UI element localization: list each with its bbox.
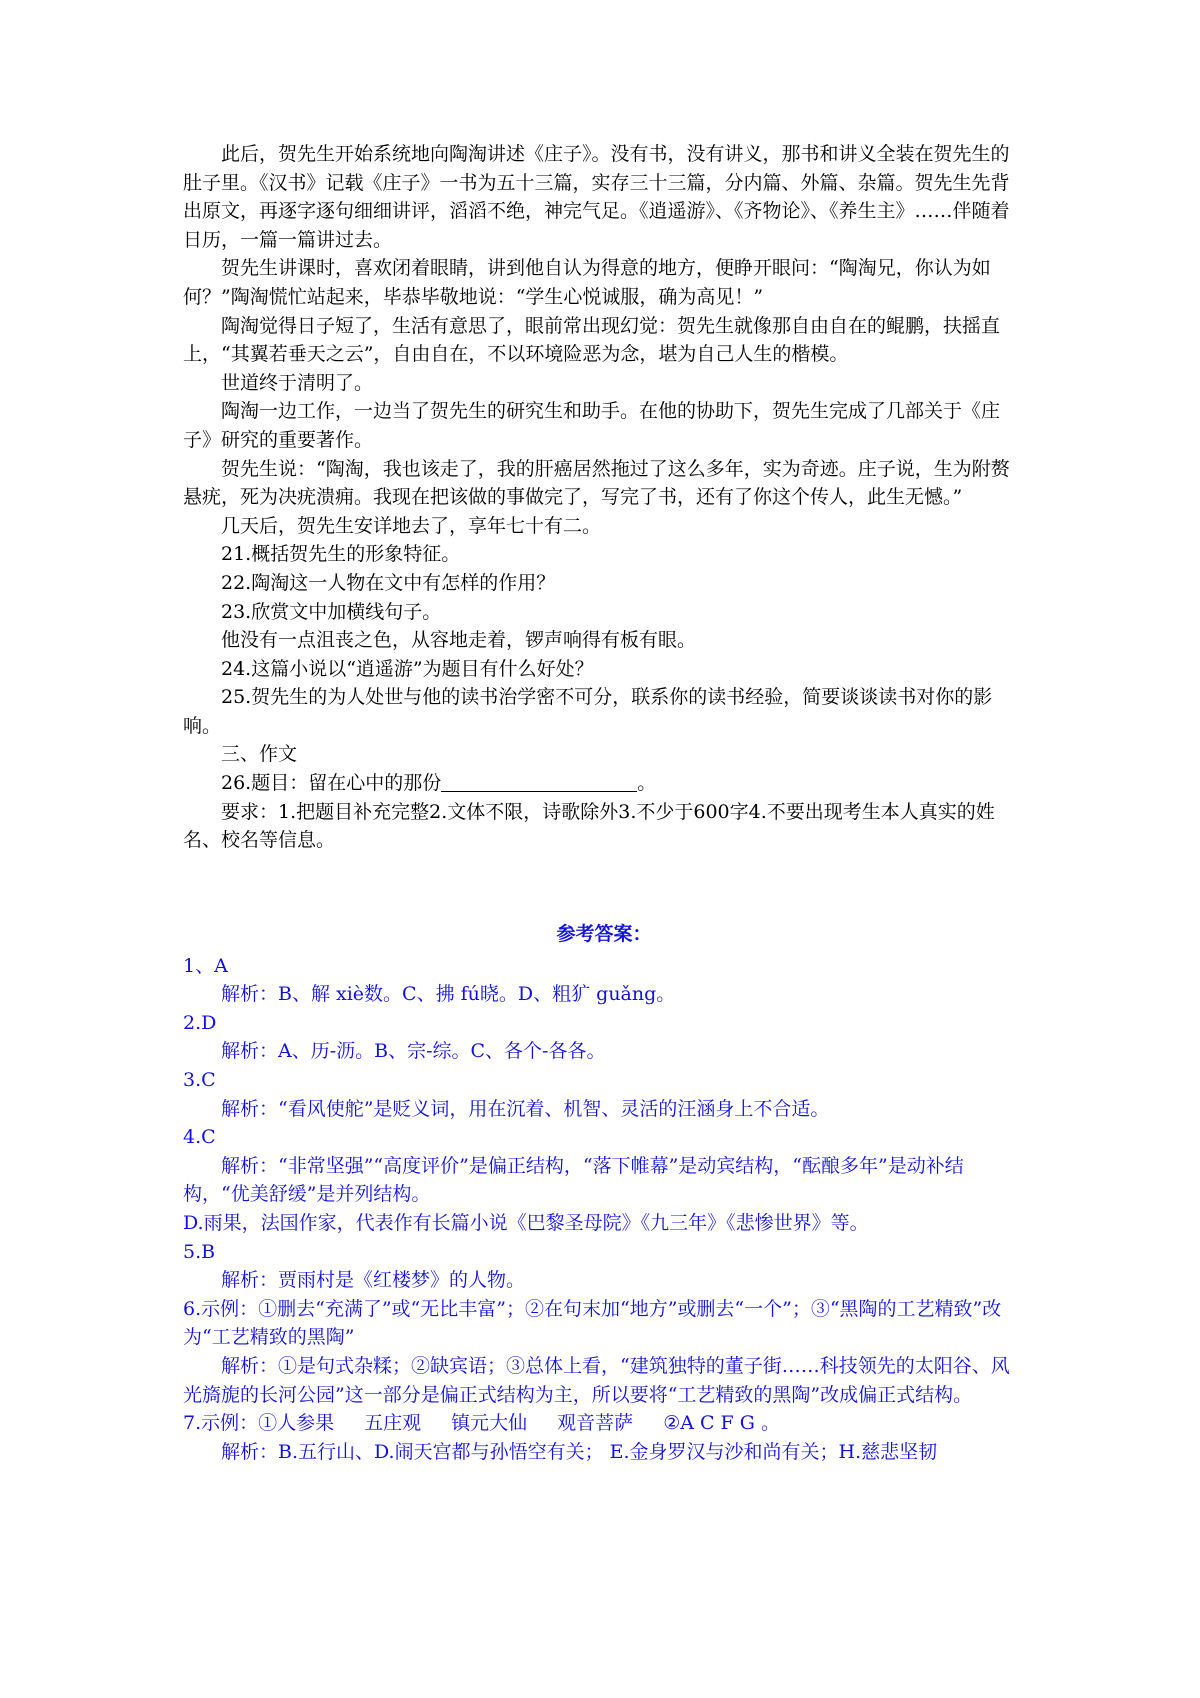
passage-paragraph: 世道终于清明了。: [221, 371, 374, 394]
answer-7-explanation: 解析：B.五行山、D.闹天宫都与孙悟空有关； E.金身罗汉与沙和尚有关；H.慈悲坚韧: [221, 1440, 938, 1463]
answer-7-choices: ②A C F G 。: [663, 1412, 780, 1435]
answer-4-extra: D.雨果，法国作家，代表作有长篇小说《巴黎圣母院》《九三年》《悲惨世界》等。: [183, 1211, 869, 1234]
answer-7-item: 镇元大仙: [451, 1412, 528, 1435]
question-25: 25.贺先生的为人处世与他的读书治学密不可分，联系你的读书经验，简要谈谈读书对你的影响。: [183, 686, 993, 737]
passage-paragraph: 陶淘觉得日子短了，生活有意思了，眼前常出现幻觉：贺先生就像那自由自在的鲲鹏，扶摇直上，“其翼若垂天之云”，自由自在，不以环境险恶为念，堪为自己人生的楷模。: [183, 314, 1001, 366]
answer-2: 2.D: [183, 1011, 217, 1034]
question-26-prefix: 26.题目：留在心中的那份: [221, 772, 442, 795]
answer-key-title: 参考答案：: [556, 923, 652, 945]
answer-2-explanation: 解析：A、历-沥。B、宗-综。C、各个-各各。: [221, 1040, 606, 1063]
answer-7-item: 五庄观: [364, 1412, 422, 1435]
answer-5-explanation: 解析：贾雨村是《红楼梦》的人物。: [221, 1269, 526, 1292]
section-heading: 三、作文: [221, 743, 298, 766]
answer-key: [183, 920, 1025, 1466]
passage-paragraph: 几天后，贺先生安详地去了，享年七十有二。: [221, 514, 602, 537]
answer-7-item: 观音菩萨: [557, 1412, 634, 1435]
answer-3-explanation: 解析：“看风使舵”是贬义词，用在沉着、机智、灵活的汪涵身上不合适。: [221, 1097, 830, 1120]
question-26: [183, 769, 1025, 798]
fill-in-blank: [441, 771, 637, 792]
answer-4-explanation: 解析：“非常坚强”“高度评价”是偏正结构，“落下帷幕”是动宾结构，“酝酿多年”是动补结构，“优美舒缓”是并列结构。: [183, 1154, 964, 1206]
answer-4: 4.C: [183, 1126, 216, 1149]
essay-requirements: 要求：1.把题目补充完整2.文体不限，诗歌除外3.不少于600字4.不要出现考生本人真实的姓名、校名等信息。: [183, 800, 995, 852]
question-26-suffix: 。: [637, 772, 657, 795]
question-23: 23.欣赏文中加横线句子。: [221, 600, 442, 623]
passage-paragraph: 此后，贺先生开始系统地向陶淘讲述《庄子》。没有书，没有讲义，那书和讲义全装在贺先生的肚子里。《汉书》记载《庄子》一书为五十三篇，实存三十三篇，分内篇、外篇、杂篇。贺先生先背出原文，再逐字逐句细细讲评，滔滔不绝，神完气足。《逍遥游》、《齐物论》、《养生主》……伴随着日历，一篇一篇讲过去。: [183, 143, 1010, 251]
answer-1-explanation: 解析：B、解 xiè数。C、拂 fú晓。D、粗犷 guǎng。: [221, 983, 676, 1006]
answer-6: 6.示例：①删去“充满了”或“无比丰富”；②在句末加“地方”或删去“一个”；③“黑陶的工艺精致”改为“工艺精致的黑陶”: [183, 1297, 1002, 1349]
answer-1: 1、A: [183, 954, 228, 977]
passage-paragraph: 贺先生说：“陶淘，我也该走了，我的肝癌居然拖过了这么多年，实为奇迹。庄子说，生为附赘悬疣，死为决疣溃痈。我现在把该做的事做完了，写完了书，还有了你这个传人，此生无憾。”: [183, 457, 1010, 509]
question-23-sentence: 他没有一点沮丧之色，从容地走着，锣声响得有板有眼。: [221, 629, 697, 652]
passage-paragraph: 贺先生讲课时，喜欢闭着眼睛，讲到他自认为得意的地方，便睁开眼问：“陶淘兄，你认为如何？”陶淘慌忙站起来，毕恭毕敬地说：“学生心悦诚服，确为高见！”: [183, 257, 991, 308]
answer-3: 3.C: [183, 1068, 216, 1091]
reading-passage: [183, 140, 1025, 855]
passage-paragraph: 陶淘一边工作，一边当了贺先生的研究生和助手。在他的协助下，贺先生完成了几部关于《庄子》研究的重要著作。: [183, 400, 1001, 451]
question-22: 22.陶淘这一人物在文中有怎样的作用？: [221, 571, 556, 594]
answer-7: [183, 1409, 1025, 1438]
answer-6-explanation: 解析：①是句式杂糅；②缺宾语；③总体上看，“建筑独特的董子街……科技领先的太阳谷、风光旖旎的长河公园”这一部分是偏正式结构为主，所以要将“工艺精致的黑陶”改成偏正式结构。: [183, 1354, 1010, 1406]
answer-5: 5.B: [183, 1240, 216, 1263]
question-24: 24.这篇小说以“逍遥游”为题目有什么好处？: [221, 657, 594, 680]
question-21: 21.概括贺先生的形象特征。: [221, 543, 461, 566]
answer-7-prefix: 7.示例：①人参果: [183, 1412, 335, 1435]
